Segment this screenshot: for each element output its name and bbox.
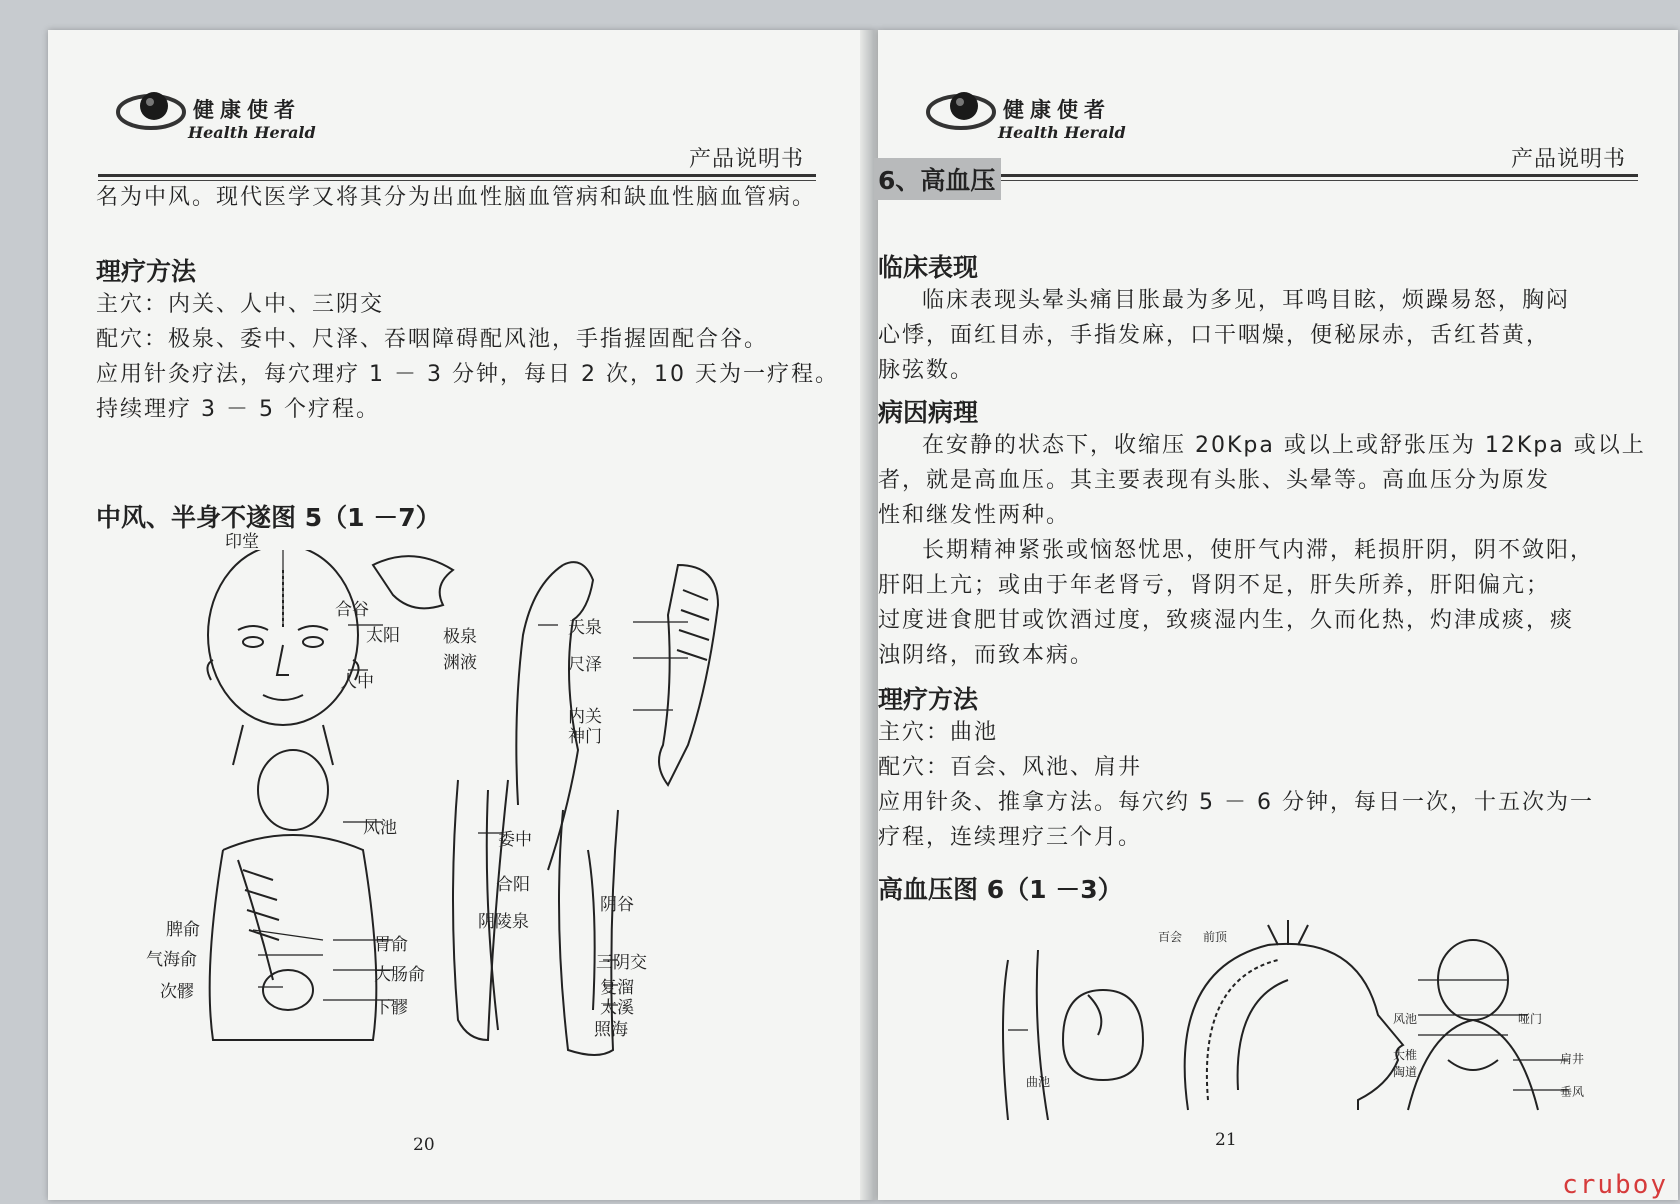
label-zhaohai: 照海: [594, 1020, 628, 1040]
therapy-line: 主穴：内关、人中、三阴交: [96, 292, 385, 317]
clinical-heading: 临床表现: [878, 253, 979, 282]
therapy-heading: 理疗方法: [96, 257, 197, 286]
label-xialiao: 下髎: [374, 998, 408, 1018]
left-page: [48, 30, 876, 1200]
label-weizhong: 委中: [498, 830, 532, 850]
label-heyang: 合阳: [496, 875, 530, 895]
label-yamen: 哑门: [1518, 1012, 1543, 1026]
cause-line: 肝阳上亢；或由于年老肾亏，肾阴不足，肝失所养，肝阳偏亢；: [878, 573, 1551, 598]
label-shenmen: 神门: [568, 727, 602, 747]
label-hegu: 合谷: [335, 600, 369, 620]
acupoint-figure-left: [143, 550, 823, 1110]
page-number: 21: [1215, 1130, 1237, 1150]
figure-title: 中风、半身不遂图 5（1 －7）: [96, 503, 441, 532]
cause-line: 性和继发性两种。: [878, 503, 1071, 528]
brand-logo-icon: [116, 88, 186, 134]
brand-name-cn: 健康使者: [1003, 98, 1111, 122]
label-taiyang: 太阳: [366, 626, 400, 646]
cause-line: 过度进食肥甘或饮酒过度，致痰湿内生，久而化热，灼津成痰，痰: [878, 608, 1575, 633]
clinical-line: 临床表现头晕头痛目胀最为多见，耳鸣目眩，烦躁易怒，胸闷: [922, 288, 1571, 313]
label-baihui: 百会: [1158, 930, 1183, 944]
brand-name-en: Health Herald: [188, 123, 316, 142]
label-jianjing: 肩井: [1560, 1052, 1585, 1066]
label-taixi: 太溪: [600, 998, 634, 1018]
right-page: [878, 30, 1678, 1200]
label-quchi: 曲池: [1026, 1075, 1051, 1089]
intro-text: 名为中风。现代医学又将其分为出血性脑血管病和缺血性脑血管病。: [96, 185, 817, 210]
label-renzhong: 人中: [340, 672, 374, 692]
clinical-line: 心悸，面红目赤，手指发麻，口干咽燥，便秘尿赤，舌红苔黄，: [878, 323, 1551, 348]
header-rule: [908, 174, 1638, 177]
label-qianding: 前顶: [1203, 930, 1228, 944]
cause-line: 者，就是高血压。其主要表现有头胀、头晕等。高血压分为原发: [878, 468, 1551, 493]
left-header: [98, 82, 816, 182]
label-dazhui: 大椎: [1393, 1048, 1418, 1062]
therapy-heading: 理疗方法: [878, 685, 979, 714]
label-yintang: 印堂: [225, 532, 259, 552]
page-number: 20: [413, 1135, 435, 1155]
label-pishu: 脾俞: [166, 920, 200, 940]
label-weishu: 胃俞: [374, 935, 408, 955]
label-tianquan: 天泉: [568, 618, 602, 638]
right-header: [908, 82, 1638, 182]
section-title: 6、高血压: [874, 158, 1001, 200]
therapy-line: 配穴：百会、风池、肩井: [878, 755, 1143, 780]
clinical-line: 脉弦数。: [878, 358, 975, 383]
label-fuliu: 复溜: [600, 978, 634, 998]
cause-line: 浊阴络，而致本病。: [878, 643, 1095, 668]
label-neiguan: 内关: [568, 707, 602, 727]
therapy-line: 主穴：曲池: [878, 720, 999, 745]
therapy-line: 配穴：极泉、委中、尺泽、吞咽障碍配风池，手指握固配合谷。: [96, 327, 769, 352]
brand-name-cn: 健康使者: [193, 98, 301, 122]
header-rule: [98, 174, 816, 177]
therapy-line: 应用针灸、推拿方法。每穴约 5 － 6 分钟，每日一次，十五次为一: [878, 790, 1594, 815]
label-dachangshu: 大肠俞: [374, 965, 425, 985]
figure-title: 高血压图 6（1 －3）: [878, 875, 1123, 904]
cause-heading: 病因病理: [878, 398, 979, 427]
label-ciliao: 次髎: [160, 982, 194, 1002]
brand-logo-icon: [926, 88, 996, 134]
therapy-line: 应用针灸疗法，每穴理疗 1 － 3 分钟，每日 2 次，10 天为一疗程。: [96, 362, 839, 387]
therapy-line: 疗程，连续理疗三个月。: [878, 825, 1143, 850]
label-yinlingquan: 阴陵泉: [478, 912, 529, 932]
header-rule-thin: [908, 180, 1638, 181]
label-chize: 尺泽: [568, 655, 602, 675]
doc-type-label: 产品说明书: [1510, 147, 1626, 172]
label-fengchi: 风池: [1393, 1012, 1418, 1026]
cause-line: 在安静的状态下，收缩压 20Kpa 或以上或舒张压为 12Kpa 或以上: [922, 433, 1646, 458]
watermark-text: cruboy: [1562, 1170, 1668, 1200]
brand-name-en: Health Herald: [998, 123, 1126, 142]
label-yingu: 阴谷: [600, 895, 634, 915]
cause-line: 长期精神紧张或恼怒忧思，使肝气内滞，耗损肝阴，阴不敛阳，: [922, 538, 1595, 563]
doc-type-label: 产品说明书: [688, 147, 804, 172]
acupoint-figure-right: [968, 920, 1568, 1120]
label-qihaishu: 气海俞: [146, 950, 197, 970]
label-fengchi: 风池: [363, 818, 397, 838]
label-chuifeng: 垂风: [1560, 1085, 1585, 1099]
label-yuanye: 渊液: [443, 653, 477, 673]
therapy-line: 持续理疗 3 － 5 个疗程。: [96, 397, 380, 422]
label-jiquan: 极泉: [443, 627, 477, 647]
label-sanyinjiao: 三阴交: [596, 953, 647, 973]
label-taodao: 陶道: [1393, 1065, 1418, 1079]
